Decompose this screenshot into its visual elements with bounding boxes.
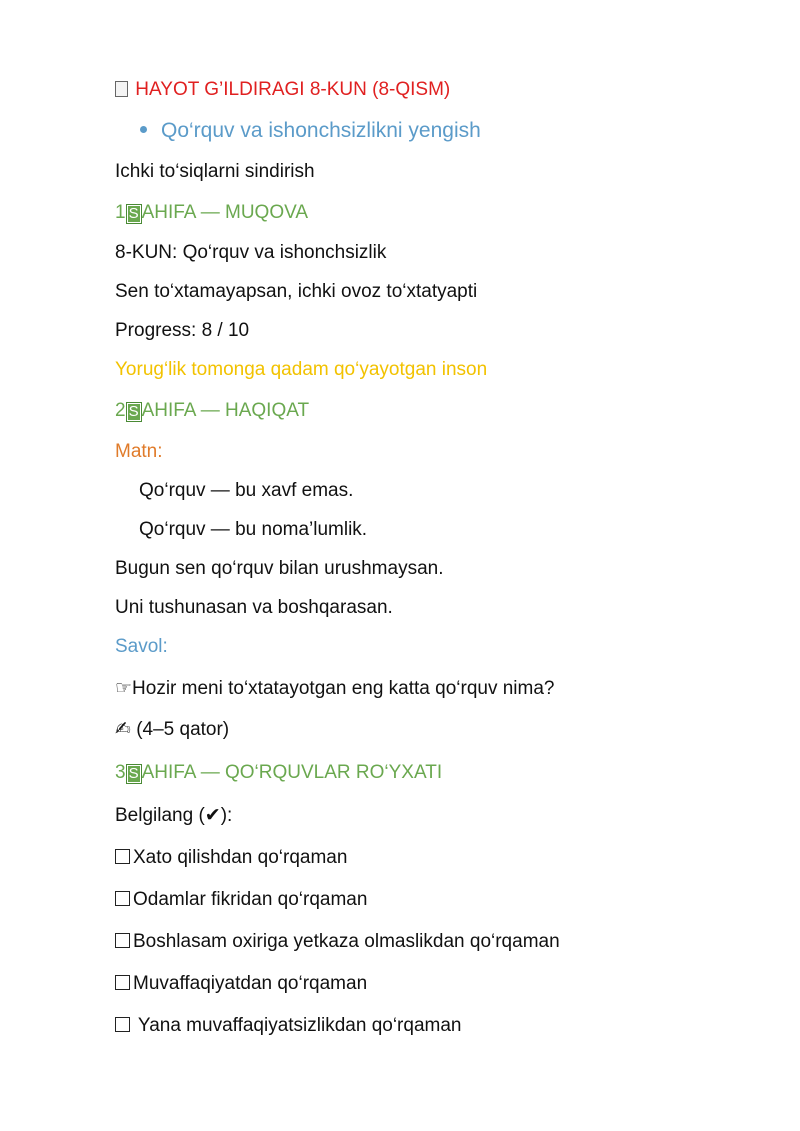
checklist-item-label: Odamlar fikridan qo‘rqaman (133, 889, 368, 910)
section2-badge: S (126, 402, 142, 422)
matn-label: Matn: (115, 441, 163, 462)
section1-line-1: 8-KUN: Qo‘rquv va ishonchsizlik (115, 242, 387, 263)
checklist-item-label: Yana muvaffaqiyatsizlikdan qo‘rqaman (133, 1015, 462, 1036)
section3-badge: S (126, 764, 142, 784)
section1-progress: Progress: 8 / 10 (115, 320, 250, 341)
document-title (115, 78, 450, 102)
checklist-item[interactable] (115, 1014, 461, 1038)
section2-line-1: Bugun sen qo‘rquv bilan urushmaysan. (115, 558, 444, 579)
checkbox-icon[interactable] (115, 1017, 130, 1032)
missing-glyph-icon (115, 81, 128, 97)
section1-number: 1 (115, 202, 126, 223)
section2-number: 2 (115, 400, 126, 421)
checklist-item-label: Boshlasam oxiriga yetkaza olmaslikdan qo‘rqaman (133, 931, 560, 952)
section2-indented-2: Qo‘rquv — bu noma’lumlik. (139, 519, 368, 540)
section2-question: ☞Hozir meni to‘xtatayotgan eng katta qo‘rquv nima? (115, 678, 555, 699)
section2-line-2: Uni tushunasan va boshqarasan. (115, 597, 393, 618)
savol-label: Savol: (115, 636, 168, 657)
section2-indented-1: Qo‘rquv — bu xavf emas. (139, 480, 354, 501)
section3-heading (115, 761, 442, 785)
subtitle: Ichki to‘siqlarni sindirish (115, 161, 315, 182)
section1-line-2: Sen to‘xtamayapsan, ichki ovoz to‘xtatyapti (115, 281, 478, 302)
checklist-item-label: Xato qilishdan qo‘rqaman (133, 847, 348, 868)
checklist-item[interactable] (115, 930, 560, 954)
checkbox-icon[interactable] (115, 849, 130, 864)
checklist-item[interactable] (115, 972, 367, 996)
bullet-text: Qo‘rquv va ishonchsizlikni yengish (161, 119, 481, 142)
section1-heading-text: AHIFA — MUQOVA (141, 202, 309, 223)
checkbox-icon[interactable] (115, 975, 130, 990)
section1-heading (115, 201, 308, 225)
section1-image-caption: Yorug‘lik tomonga qadam qo‘yayotgan inson (115, 359, 488, 380)
section2-heading-text: AHIFA — HAQIQAT (141, 400, 310, 421)
section3-number: 3 (115, 762, 126, 783)
bullet-item (140, 118, 481, 144)
checklist-item-label: Muvaffaqiyatdan qo‘rqaman (133, 973, 368, 994)
checklist-instruction: Belgilang (✔): (115, 805, 233, 826)
checklist-item[interactable] (115, 846, 347, 870)
bullet-dot-icon (140, 126, 147, 133)
checkbox-icon[interactable] (115, 933, 130, 948)
checklist-item[interactable] (115, 888, 367, 912)
section1-badge: S (126, 204, 142, 224)
checkbox-icon[interactable] (115, 891, 130, 906)
section3-heading-text: AHIFA — QO‘RQUVLAR RO‘YXATI (141, 762, 443, 783)
section2-heading (115, 399, 309, 423)
title-text: HAYOT G’ILDIRAGI 8-KUN (8-QISM) (135, 79, 451, 100)
section2-answer-hint: ✍ (4–5 qator) (115, 719, 230, 740)
